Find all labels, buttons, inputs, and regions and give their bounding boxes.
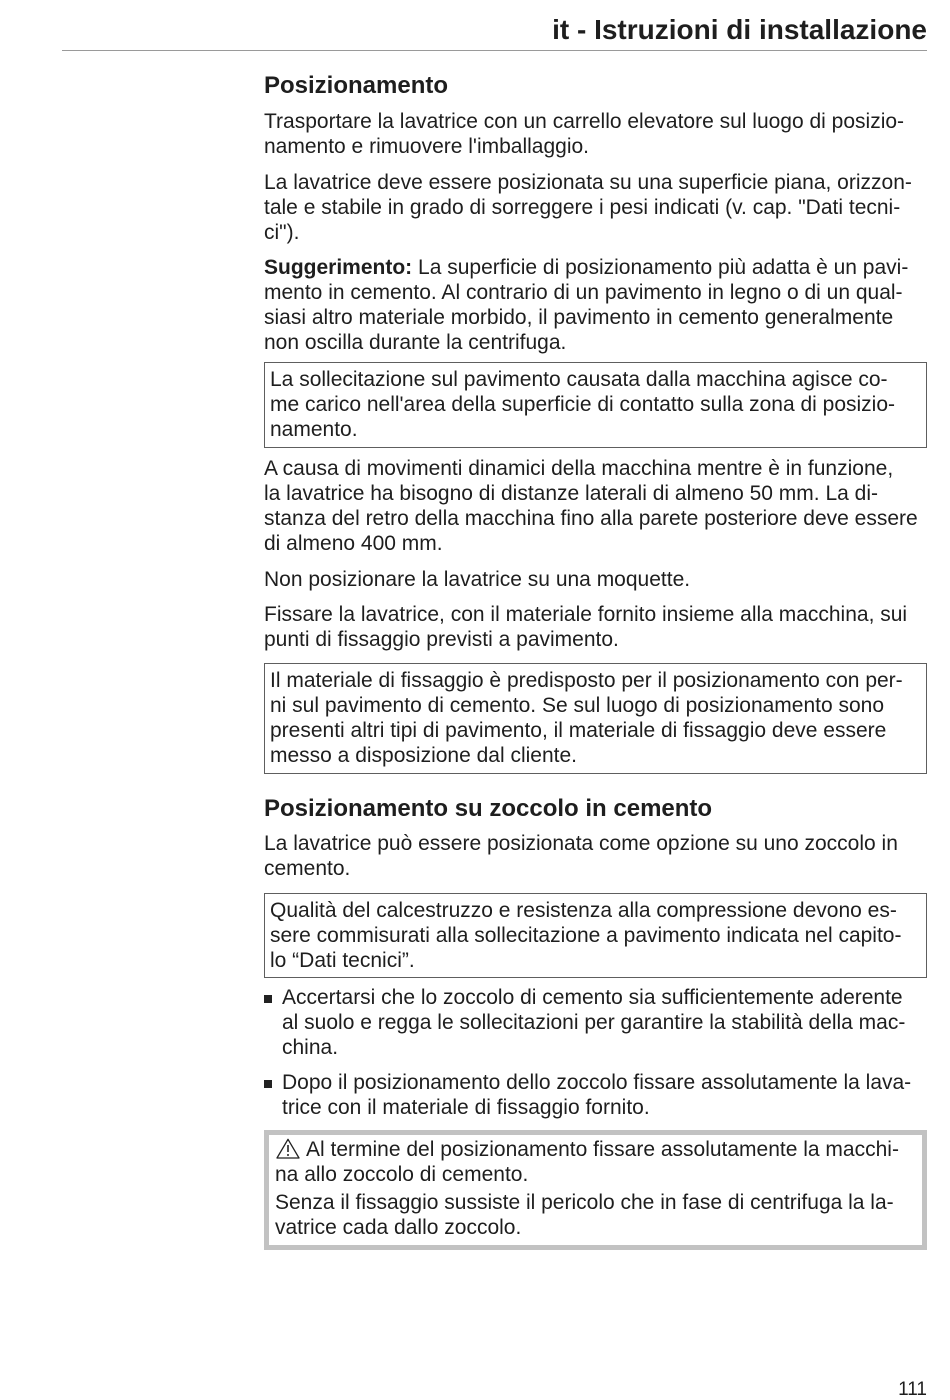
note-box-fixing-material xyxy=(264,663,927,774)
warning-paragraph xyxy=(275,1137,916,1187)
text-line: ci"). xyxy=(264,221,300,244)
text-line: sere commisurati alla sollecitazione a pavimento indicata nel capito- xyxy=(270,924,902,947)
text-line: punti di fissaggio previsti a pavimento. xyxy=(264,628,619,651)
paragraph-fixing xyxy=(264,602,927,652)
text-line: Accertarsi che lo zoccolo di cemento sia sufficientemente aderente xyxy=(282,986,903,1009)
text-line: lo “Dati tecnici”. xyxy=(270,949,415,972)
text-line: namento. xyxy=(270,418,358,441)
warning-box xyxy=(264,1130,927,1250)
text-line: siasi altro materiale morbido, il pavimento in cemento generalmente xyxy=(264,306,894,329)
paragraph-tip xyxy=(264,255,927,355)
text-line: Fissare la lavatrice, con il materiale fornito insieme alla macchina, sui xyxy=(264,603,908,626)
text-line xyxy=(264,255,927,280)
section-heading-concrete-plinth: Posizionamento su zoccolo in cemento xyxy=(264,795,713,822)
text-line: Dopo il posizionamento dello zoccolo fissare assolutamente la lava- xyxy=(282,1071,912,1094)
tip-label: Suggerimento: xyxy=(264,256,413,279)
text-line: cemento. xyxy=(264,857,351,880)
text-line: Il materiale di fissaggio è predisposto per il posizionamento con per- xyxy=(270,669,903,692)
text-line: china. xyxy=(282,1036,339,1059)
text-line: presenti altri tipi di pavimento, il materiale di fissaggio deve essere xyxy=(270,719,887,742)
text-line xyxy=(275,1137,916,1162)
paragraph-carpet xyxy=(264,567,927,592)
section-heading-positioning: Posizionamento xyxy=(264,72,449,99)
page-header xyxy=(62,0,927,51)
text-line: stanza del retro della macchina fino alla parete posteriore deve essere xyxy=(264,507,918,530)
bullet-item xyxy=(264,985,927,1060)
text-line: Trasportare la lavatrice con un carrello elevatore sul luogo di posizio- xyxy=(264,110,905,133)
paragraph-transport xyxy=(264,109,927,159)
note-box-floor-load xyxy=(264,362,927,448)
text-line: di almeno 400 mm. xyxy=(264,532,443,555)
text-line: La sollecitazione sul pavimento causata dalla macchina agisce co- xyxy=(270,368,888,391)
bullet-square-icon xyxy=(264,1080,272,1088)
paragraph-plinth-option xyxy=(264,831,927,881)
page-number: 111 xyxy=(898,1379,927,1400)
text-line: me carico nell'area della superficie di contatto sulla zona di posizio- xyxy=(270,393,896,416)
text-line: A causa di movimenti dinamici della macchina mentre è in funzione, xyxy=(264,457,894,480)
text-line: tale e stabile in grado di sorreggere i pesi indicati (v. cap. "Dati tecni- xyxy=(264,196,901,219)
warning-text: Al termine del posizionamento fissare assolutamente la macchi- xyxy=(306,1138,899,1161)
bullet-item xyxy=(264,1070,927,1120)
bullet-square-icon xyxy=(264,995,272,1003)
text-line: na allo zoccolo di cemento. xyxy=(275,1163,529,1186)
text-line: La lavatrice deve essere posizionata su una superficie piana, orizzon- xyxy=(264,171,912,194)
text-line: Qualità del calcestruzzo e resistenza alla compressione devono es- xyxy=(270,899,897,922)
text-line: ni sul pavimento di cemento. Se sul luogo di posizionamento sono xyxy=(270,694,885,717)
text-line: mento in cemento. Al contrario di un pavimento in legno o di un qual- xyxy=(264,281,903,304)
text-line: non oscilla durante la centrifuga. xyxy=(264,331,567,354)
paragraph-surface xyxy=(264,170,927,245)
tip-text: La superficie di posizionamento più adatta è un pavi- xyxy=(418,256,909,279)
text-line: namento e rimuovere l'imballaggio. xyxy=(264,135,590,158)
warning-paragraph xyxy=(275,1190,916,1240)
text-line: al suolo e regga le sollecitazioni per garantire la stabilità della mac- xyxy=(282,1011,906,1034)
text-line: La lavatrice può essere posizionata come opzione su uno zoccolo in xyxy=(264,832,898,855)
text-line: trice con il materiale di fissaggio fornito. xyxy=(282,1096,650,1119)
text-line: la lavatrice ha bisogno di distanze laterali di almeno 50 mm. La di- xyxy=(264,482,878,505)
text-line: messo a disposizione dal cliente. xyxy=(270,744,578,767)
warning-triangle-icon xyxy=(276,1138,300,1159)
text-line: Senza il fissaggio sussiste il pericolo che in fase di centrifuga la la- xyxy=(275,1191,894,1214)
note-box-concrete-quality xyxy=(264,893,927,978)
header-title: it - Istruzioni di installazione xyxy=(552,14,927,45)
text-line: Non posizionare la lavatrice su una moquette. xyxy=(264,568,691,591)
text-line: vatrice cada dallo zoccolo. xyxy=(275,1216,522,1239)
paragraph-distances xyxy=(264,456,927,556)
